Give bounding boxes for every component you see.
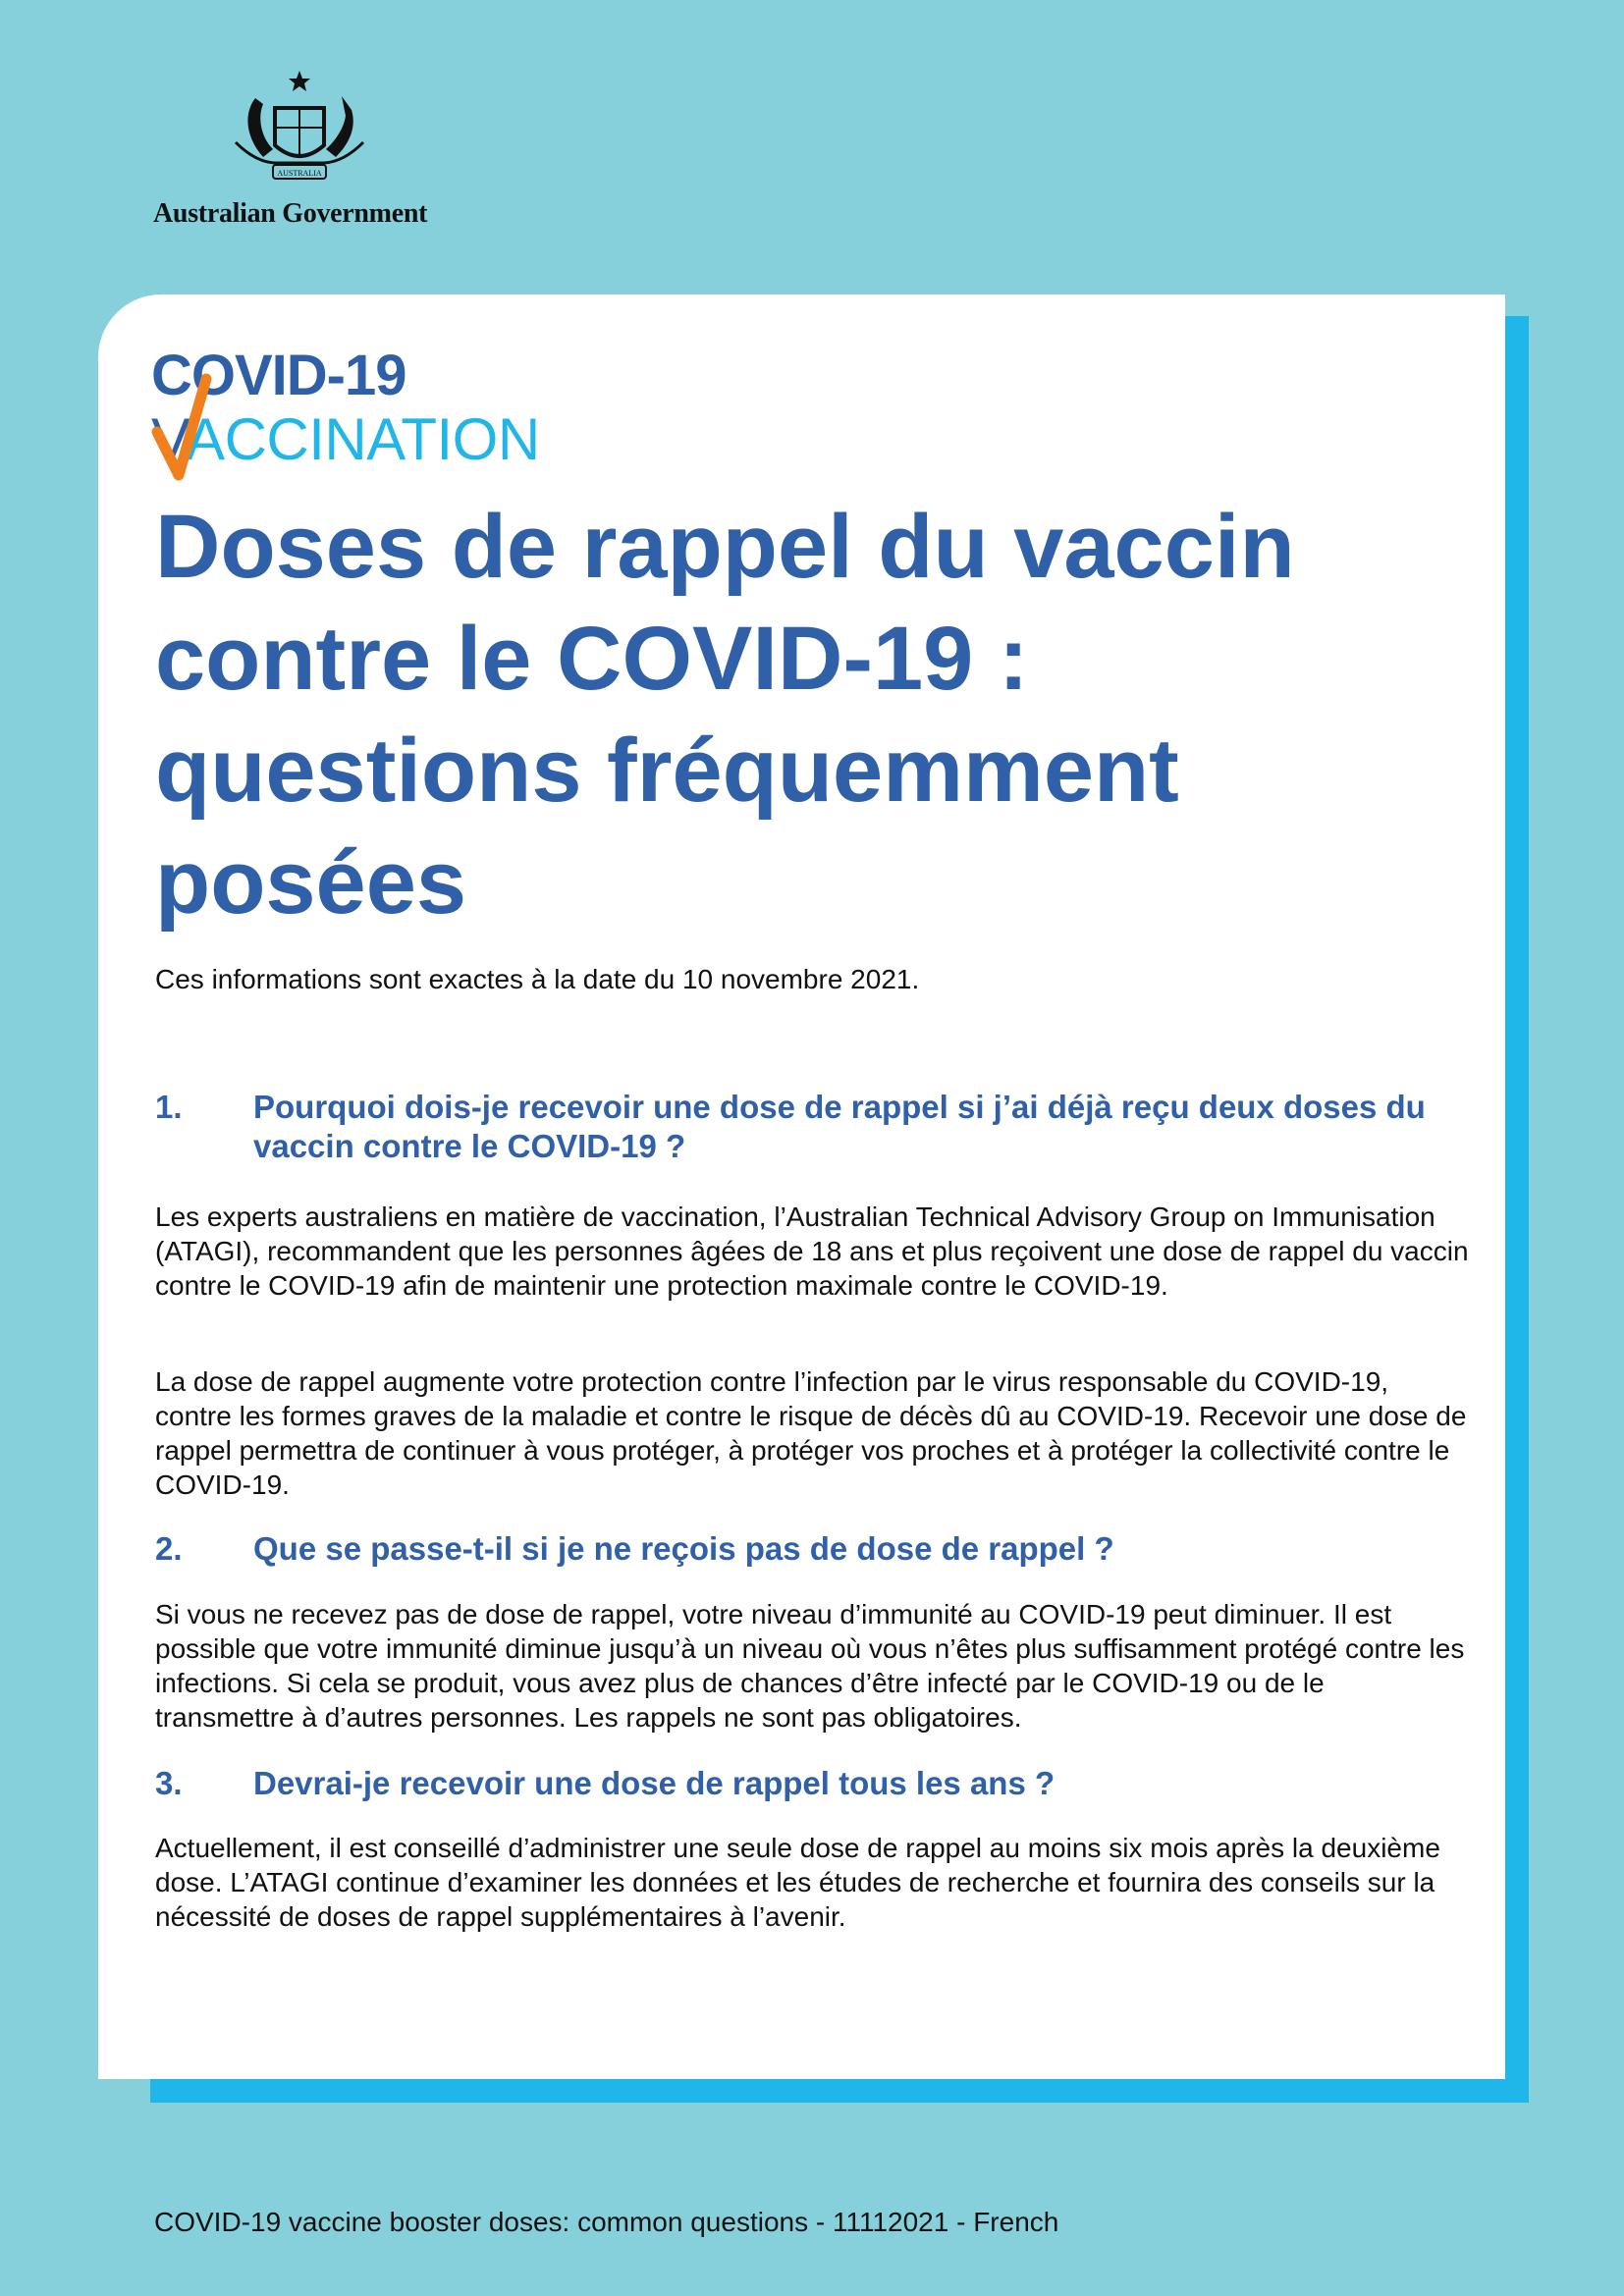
logo-line-1: COVID-19 — [151, 344, 406, 407]
footer-note: COVID-19 vaccine booster doses: common questions - 11112021 - French — [154, 2207, 1059, 2237]
covid19-vaccination-logo — [151, 344, 603, 475]
question-3-heading — [155, 1764, 1451, 1803]
checkmark-icon — [151, 373, 230, 481]
logo-v-letter: V — [151, 406, 187, 472]
question-2-number: 2. — [155, 1530, 183, 1567]
question-3-number: 3. — [155, 1765, 183, 1801]
page-title: Doses de rappel du vaccin contre le COVID-19 : questions fréquemment posées — [155, 497, 1295, 933]
question-2-heading — [155, 1529, 1451, 1569]
question-3-paragraph-1: Actuellement, il est conseillé d’administrer une seule dose de rappel au moins six mois après la deuxième dose. L’ATAGI continue d’examiner les données et les études de recherche et fournira des conseils sur la nécessité de doses de rappel supplémentaires à l’avenir. — [155, 1833, 1440, 1932]
question-1-paragraph-2: La dose de rappel augmente votre protection contre l’infection par le virus responsable du COVID-19, contre les formes graves de la maladie et contre le risque de décès dû au COVID-19. Recevoir une dose de rappel permettra de continuer à vous protéger, à protéger vos proches et à protéger la collectivité contre le COVID-19. — [155, 1366, 1467, 1500]
crest-label: AUSTRALIA — [277, 169, 322, 178]
question-3-text: Devrai-je recevoir une dose de rappel tous les ans ? — [253, 1765, 1056, 1801]
logo-line-2-rest: ACCINATION — [186, 406, 540, 472]
date-note: Ces informations sont exactes à la date du 10 novembre 2021. — [155, 964, 920, 994]
question-1-heading — [155, 1088, 1451, 1166]
question-1-paragraph-1: Les experts australiens en matière de vaccination, l’Australian Technical Advisory Group on Immunisation (ATAGI), recommandent que les personnes âgées de 18 ans et plus reçoivent une dose de rappel du vaccin contre le COVID-19 afin de maintenir une protection maximale contre le COVID-19. — [155, 1201, 1469, 1301]
australian-government-logo — [147, 69, 461, 236]
coat-of-arms-icon — [216, 69, 383, 191]
question-1-text: Pourquoi dois-je recevoir une dose de rappel si j’ai déjà reçu deux doses du vaccin contre le COVID-19 ? — [253, 1089, 1426, 1164]
question-2-text: Que se passe-t-il si je ne reçois pas de dose de rappel ? — [253, 1530, 1114, 1567]
government-name: Australian Government — [153, 198, 428, 229]
question-2-paragraph-1: Si vous ne recevez pas de dose de rappel, votre niveau d’immunité au COVID-19 peut diminuer. Il est possible que votre immunité diminue jusqu’à un niveau où vous n’êtes plus suffisamment protégé contre les infections. Si cela se produit, vous avez plus de chances d’être infecté par le COVID-19 ou de le transmettre à d’autres personnes. Les rappels ne sont pas obligatoires. — [155, 1599, 1465, 1733]
question-1-number: 1. — [155, 1089, 183, 1125]
content-card — [98, 294, 1505, 2079]
